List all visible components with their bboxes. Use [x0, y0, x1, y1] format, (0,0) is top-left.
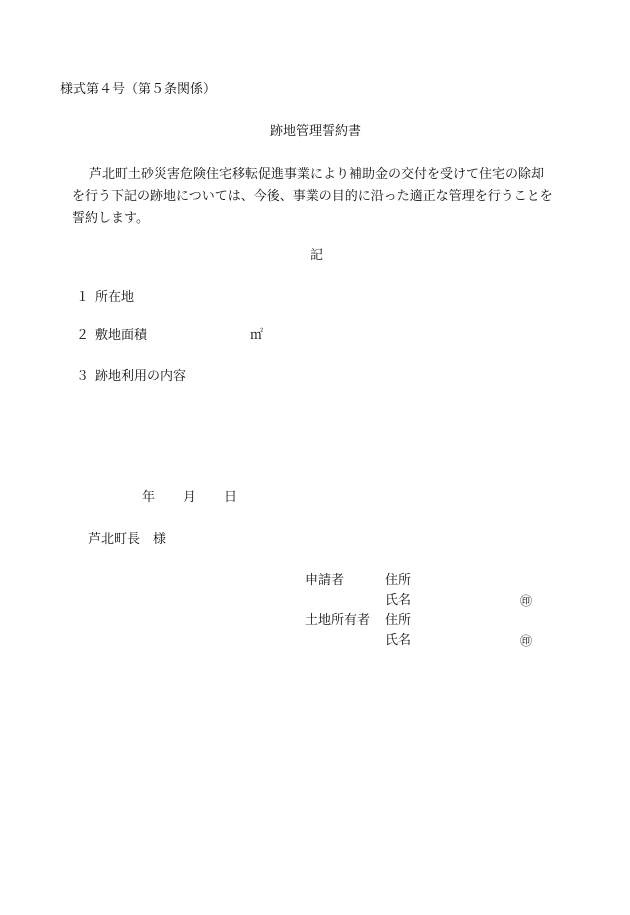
applicant-role: 申請者 [305, 573, 345, 588]
area-unit: ㎡ [250, 328, 264, 343]
item-number: ３ [76, 369, 90, 384]
form-number: 様式第４号（第５条関係） [60, 82, 217, 97]
item-number: １ [76, 290, 90, 305]
item-site-area [76, 328, 147, 344]
date-day-label: 日 [224, 490, 238, 505]
land-owner-address-label: 住所 [385, 613, 412, 628]
pledge-body-line: 芦北町土砂災害危険住宅移転促進事業により補助金の交付を受けて住宅の除却 [89, 167, 545, 182]
land-owner-role: 土地所有者 [305, 613, 371, 628]
item-number: ２ [76, 328, 90, 343]
document-title: 跡地管理誓約書 [270, 124, 362, 139]
item-label: 跡地利用の内容 [95, 369, 187, 384]
applicant-seal-mark: ㊞ [520, 594, 533, 608]
addressee [88, 532, 166, 548]
land-owner-name-label: 氏名 [385, 633, 412, 648]
addressee-name: 芦北町長 [88, 532, 141, 547]
date-month-label: 月 [183, 490, 197, 505]
applicant-name-label: 氏名 [385, 593, 412, 608]
pledge-body [72, 164, 582, 230]
item-land-use [76, 369, 186, 385]
item-location [76, 290, 134, 306]
ki-heading: 記 [310, 248, 324, 263]
land-owner-seal-mark: ㊞ [520, 634, 533, 648]
applicant-address-label: 住所 [385, 573, 412, 588]
date-year-label: 年 [142, 490, 156, 505]
pledge-body-line: を行う下記の跡地については、今後、事業の目的に沿った適正な管理を行うことを [72, 189, 553, 204]
item-label: 敷地面積 [95, 328, 148, 343]
pledge-body-line: 誓約します。 [72, 211, 149, 226]
item-label: 所在地 [95, 290, 135, 305]
addressee-honorific: 様 [153, 532, 167, 547]
